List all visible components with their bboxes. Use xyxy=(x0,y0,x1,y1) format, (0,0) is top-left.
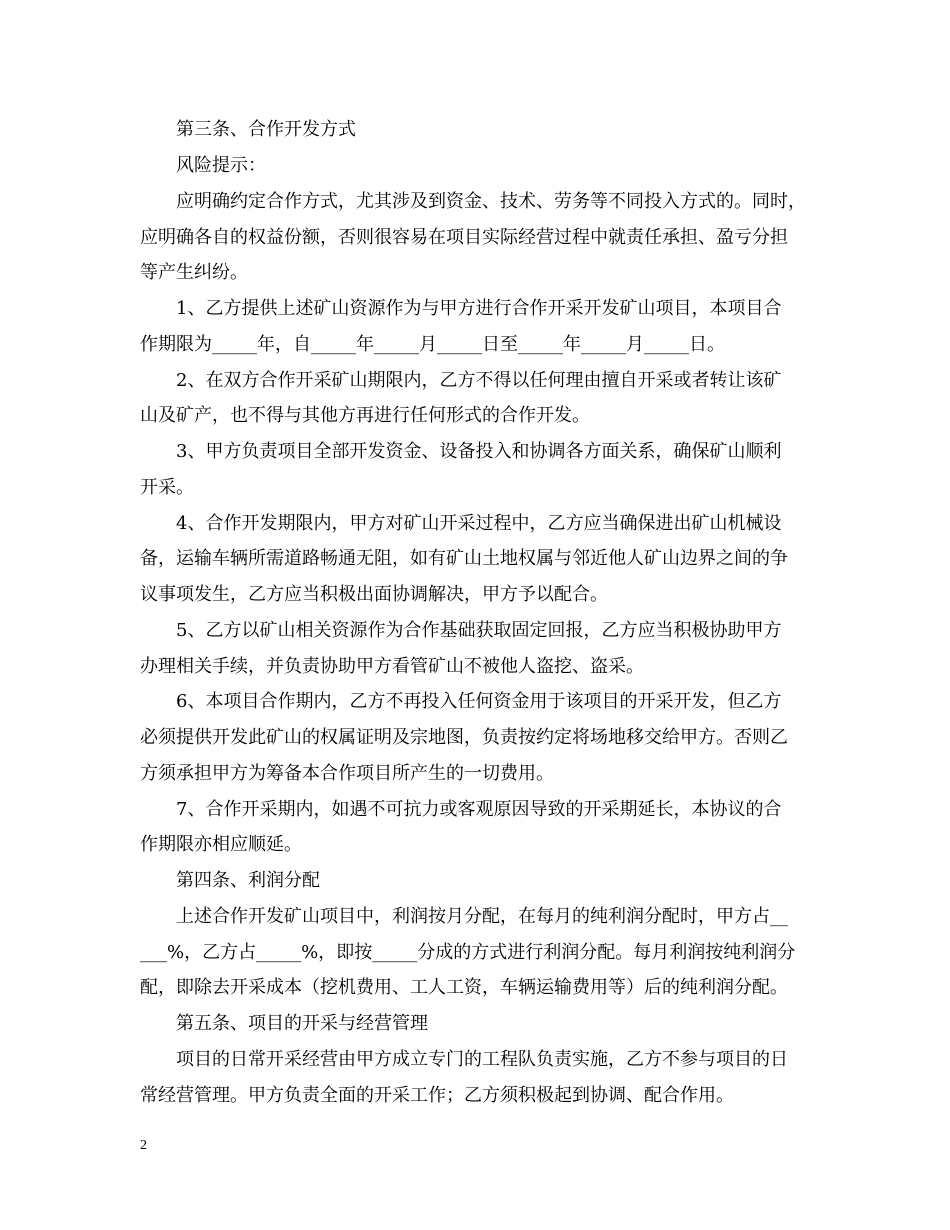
clause-3-line: 开采。 xyxy=(140,477,194,498)
profit-line: ___%，乙方占_____%，即按_____分成的方式进行利润分配。每月利润按纯利润分 xyxy=(140,942,796,963)
clause-2-line: 2、在双方合作开采矿山期限内，乙方不得以任何理由擅自开采或者转让该矿 xyxy=(176,370,782,391)
clause-4-line: 备，运输车辆所需道路畅通无阻，如有矿山土地权属与邻近他人矿山边界之间的争 xyxy=(140,548,788,569)
clause-4-line: 4、合作开发期限内，甲方对矿山开采过程中，乙方应当确保进出矿山机械设 xyxy=(176,513,782,534)
clause-2-line: 山及矿产，也不得与其他方再进行任何形式的合作开发。 xyxy=(140,405,590,426)
article-3-heading: 第三条、合作开发方式 xyxy=(176,119,356,140)
clause-6-line: 6、本项目合作期内，乙方不再投入任何资金用于该项目的开采开发，但乙方 xyxy=(176,691,782,712)
page-number: 2 xyxy=(140,1138,147,1153)
body-line: 应明确约定合作方式，尤其涉及到资金、技术、劳务等不同投入方式的。同时， xyxy=(176,191,806,212)
risk-notice-label: 风险提示： xyxy=(176,155,266,176)
profit-line: 上述合作开发矿山项目中，利润按月分配，在每月的纯利润分配时，甲方占__ xyxy=(176,906,788,927)
clause-3-line: 3、甲方负责项目全部开发资金、设备投入和协调各方面关系，确保矿山顺利 xyxy=(176,441,782,462)
management-line: 常经营管理。甲方负责全面的开采工作；乙方须积极起到协调、配合作用。 xyxy=(140,1085,734,1106)
clause-7-line: 作期限亦相应顺延。 xyxy=(140,834,302,855)
clause-1-line: 1、乙方提供上述矿山资源作为与甲方进行合作开采开发矿山项目，本项目合 xyxy=(176,298,782,319)
clause-5-line: 5、乙方以矿山相关资源作为合作基础获取固定回报，乙方应当积极协助甲方 xyxy=(176,620,782,641)
clause-5-line: 办理相关手续，并负责协助甲方看管矿山不被他人盗挖、盗采。 xyxy=(140,656,644,677)
article-4-heading: 第四条、利润分配 xyxy=(176,870,320,891)
body-line: 等产生纠纷。 xyxy=(140,262,248,283)
clause-7-line: 7、合作开采期内，如遇不可抗力或客观原因导致的开采期延长，本协议的合 xyxy=(176,799,782,820)
clause-1-line: 作期限为_____年，自_____年_____月_____日至_____年_____月_____日。 xyxy=(140,334,725,355)
clause-4-line: 议事项发生，乙方应当积极出面协调解决，甲方予以配合。 xyxy=(140,584,608,605)
management-line: 项目的日常开采经营由甲方成立专门的工程队负责实施，乙方不参与项目的日 xyxy=(176,1049,788,1070)
clause-6-line: 必须提供开发此矿山的权属证明及宗地图，负责按约定将场地移交给甲方。否则乙 xyxy=(140,727,788,748)
body-line: 应明确各自的权益份额，否则很容易在项目实际经营过程中就责任承担、盈亏分担 xyxy=(140,227,788,248)
article-5-heading: 第五条、项目的开采与经营管理 xyxy=(176,1013,428,1034)
clause-6-line: 方须承担甲方为筹备本合作项目所产生的一切费用。 xyxy=(140,763,554,784)
profit-line: 配，即除去开采成本（挖机费用、工人工资，车辆运输费用等）后的纯利润分配。 xyxy=(140,977,788,998)
